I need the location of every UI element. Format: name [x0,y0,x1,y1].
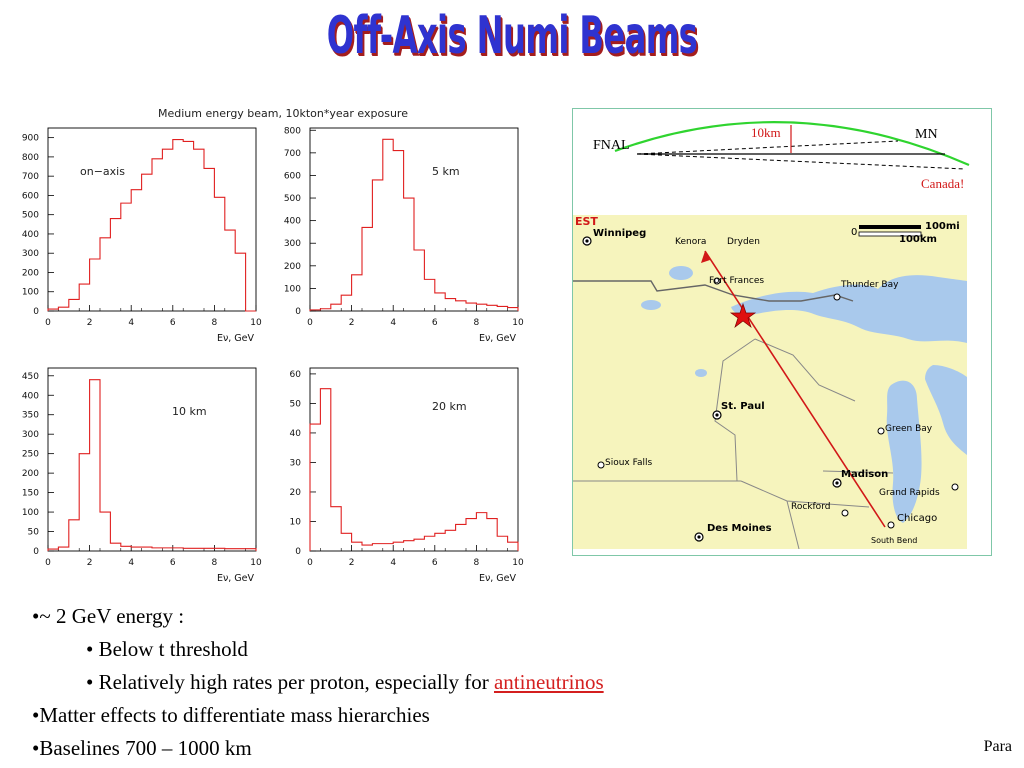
svg-text:Madison: Madison [841,469,889,480]
x-tick-label: 2 [86,558,93,568]
histogram-bin [435,293,445,311]
svg-text:Grand Rapids: Grand Rapids [879,488,940,498]
svg-text:Green Bay: Green Bay [885,424,933,434]
distance-label: 10km [751,125,781,140]
svg-text:Sioux Falls: Sioux Falls [605,458,653,468]
svg-text:Kenora: Kenora [675,237,707,247]
y-tick-label: 50 [289,399,301,410]
y-tick-label: 300 [21,249,39,260]
x-tick-label: 0 [307,318,313,328]
y-tick-label: 600 [283,171,301,182]
footer-author: Para [983,738,1012,755]
histogram-bin [341,295,351,311]
x-axis-label: Eν, GeV [478,573,516,584]
city-dryden [727,237,760,247]
histogram-bin [100,512,110,551]
histogram-bin [142,174,152,311]
histogram-bin [246,549,256,551]
city-sioux-falls [598,458,652,468]
svg-text:Chicago: Chicago [897,513,938,524]
y-tick-label: 500 [283,194,301,205]
x-tick-label: 2 [86,318,93,328]
histogram-bin [121,546,131,551]
svg-text:Fort Frances: Fort Frances [709,276,765,286]
histogram-1 [22,128,262,344]
y-tick-label: 600 [21,191,39,202]
y-tick-label: 900 [21,133,39,144]
y-tick-label: 40 [289,428,301,439]
histogram-bin [173,140,183,311]
x-tick-label: 8 [473,318,480,328]
y-tick-label: 300 [21,430,39,441]
x-tick-label: 2 [348,558,355,568]
bullet-matter-effects: •Matter effects to differentiate mass hierarchies [32,703,430,727]
y-tick-label: 200 [21,268,39,279]
y-tick-label: 100 [283,284,301,295]
histogram-bin [320,389,330,551]
y-tick-label: 0 [33,307,39,317]
histogram-bin [131,190,141,311]
x-tick-label: 4 [390,318,397,328]
y-tick-label: 700 [283,148,301,159]
histogram-bin [225,549,235,551]
x-tick-label: 2 [348,318,355,328]
regional-map [573,215,967,549]
histogram-bin [48,549,58,551]
histogram-label: 10 km [172,405,207,418]
x-tick-label: 4 [390,558,397,568]
city-green-bay [878,424,933,434]
y-tick-label: 800 [21,152,39,163]
histogram-bin [362,227,372,311]
histogram-bin [404,198,414,311]
y-tick-label: 50 [27,527,39,538]
mn-label: MN [915,127,938,142]
histogram-bin [497,536,507,551]
histogram-label: on−axis [80,165,125,178]
bullet-list [32,600,604,765]
x-tick-label: 6 [431,558,438,568]
y-tick-label: 700 [21,172,39,183]
histogram-bin [79,284,89,311]
x-tick-label: 8 [211,318,218,328]
y-tick-label: 200 [21,469,39,480]
histogram-bin [445,530,455,551]
y-tick-label: 100 [21,508,39,519]
histogram-bin [476,304,486,311]
x-tick-label: 8 [211,558,218,568]
svg-text:St. Paul: St. Paul [721,401,765,412]
histogram-bin [235,253,245,311]
histogram-bin [466,519,476,551]
y-tick-label: 10 [289,517,301,528]
bullet-energy: •~ 2 GeV energy : [32,604,185,628]
histogram-bin [58,307,68,311]
histogram-bin [487,519,497,551]
histogram-bin [414,539,424,551]
bullet-threshold: • Below t threshold [86,637,248,661]
histogram-bin [508,308,518,311]
histogram-bin [445,299,455,311]
histogram-bin [320,309,330,311]
canada-label: Canada! [921,176,965,191]
x-tick-label: 10 [512,318,524,328]
y-tick-label: 60 [289,369,301,380]
y-tick-label: 20 [289,487,301,498]
histogram-bin [508,542,518,551]
histogram-bin [131,547,141,551]
city-kenora [675,237,706,247]
city-fort-frances [709,276,764,286]
histogram-bin [393,542,403,551]
x-tick-label: 10 [512,558,524,568]
off-axis-line-lower [637,154,965,169]
y-tick-label: 150 [21,488,39,499]
histogram-bin [173,548,183,551]
histogram-bin [404,541,414,551]
y-tick-label: 500 [21,210,39,221]
x-axis-label: Eν, GeV [216,333,254,344]
histogram-bin [100,238,110,311]
histogram-bin [142,547,152,551]
y-tick-label: 400 [21,229,39,240]
y-tick-label: 100 [21,287,39,298]
histogram-bin [393,151,403,311]
city-south-bend [871,536,917,545]
histogram-bin [414,250,424,311]
y-tick-label: 30 [289,458,301,469]
histogram-bin [48,309,58,311]
histogram-bin [476,513,486,551]
histogram-bin [310,424,320,551]
histogram-bin [424,536,434,551]
histogram-bin [424,279,434,311]
histogram-bin [58,547,68,551]
histogram-bin [214,548,224,551]
histogram-bin [225,230,235,311]
histogram-bin [383,139,393,311]
scale-bottom: 100km [899,234,937,245]
map-corner-tag: EST [575,215,598,228]
x-tick-label: 10 [250,558,262,568]
x-tick-label: 6 [169,558,176,568]
histogram-bin [214,197,224,311]
off-axis-line-upper [637,141,898,154]
histogram-bin [352,275,362,311]
x-axis-label: Eν, GeV [478,333,516,344]
histogram-bin [487,305,497,311]
bullet-rates [32,666,604,699]
bullet-baselines: •Baselines 700 – 1000 km [32,736,252,760]
lake-of-the-woods [669,266,693,280]
svg-text:Des Moines: Des Moines [707,523,772,534]
x-tick-label: 4 [128,318,135,328]
beam-diagram [572,108,992,556]
histogram-bin [204,168,214,311]
histogram-bin [352,542,362,551]
histogram-bin [90,259,100,311]
histogram-bin [435,533,445,551]
x-tick-label: 0 [45,318,51,328]
histogram-bin [372,180,382,311]
histogram-bin [152,548,162,551]
x-tick-label: 10 [250,318,262,328]
histogram-bin [456,524,466,551]
x-axis-label: Eν, GeV [216,573,254,584]
y-tick-label: 250 [21,449,39,460]
histogram-4 [290,368,524,584]
histogram-bin [204,548,214,551]
svg-text:Dryden: Dryden [727,237,760,247]
histogram-bin [383,544,393,551]
x-tick-label: 6 [431,318,438,328]
histogram-label: 20 km [432,400,467,413]
fnal-label: FNAL [593,138,630,153]
histogram-bin [162,548,172,551]
histogram-bin [331,507,341,551]
histogram-bin [69,520,79,551]
histogram-bin [194,548,204,551]
histogram-bin [183,548,193,551]
x-tick-label: 6 [169,318,176,328]
histogram-bin [497,306,507,311]
x-tick-label: 4 [128,558,135,568]
y-tick-label: 0 [295,547,301,557]
histogram-bin [362,545,372,551]
y-tick-label: 300 [283,239,301,250]
histogram-bin [466,303,476,311]
histogram-bin [194,149,204,311]
svg-text:Winnipeg: Winnipeg [593,228,647,239]
histogram-bin [456,301,466,311]
histogram-bin [79,454,89,551]
histogram-suptitle: Medium energy beam, 10kton*year exposure [158,107,408,120]
y-tick-label: 200 [283,261,301,272]
red-lake [641,300,661,310]
histogram-bin [310,310,320,311]
histogram-panel [0,100,540,590]
histogram-3 [22,368,262,584]
x-tick-label: 8 [473,558,480,568]
svg-text:Thunder Bay: Thunder Bay [841,280,899,290]
histogram-bin [331,304,341,311]
scale-zero: 0 [851,227,858,238]
histogram-bin [235,549,245,551]
y-tick-label: 400 [283,216,301,227]
histogram-bin [162,149,172,311]
histogram-bin [90,380,100,551]
histogram-bin [121,203,131,311]
histogram-label: 5 km [432,165,460,178]
histogram-bin [372,544,382,551]
y-tick-label: 400 [21,391,39,402]
x-tick-label: 0 [45,558,51,568]
histogram-bin [110,543,120,551]
y-tick-label: 0 [33,547,39,557]
svg-text:Rockford: Rockford [791,502,831,512]
y-tick-label: 800 [283,126,301,137]
bullet-rates-text: • Relatively high rates per proton, especially for [86,670,494,694]
y-tick-label: 450 [21,371,39,382]
histogram-bin [69,299,79,311]
histogram-bin [152,159,162,311]
mille-lacs [695,369,707,377]
svg-text:South Bend: South Bend [871,536,918,545]
slide-title: Off-Axis Numi Beams [326,6,698,66]
y-tick-label: 350 [21,410,39,421]
scale-top: 100mi [925,221,960,232]
histogram-bin [183,141,193,311]
histogram-bin [110,219,120,311]
y-tick-label: 0 [295,307,301,317]
antineutrinos-link[interactable]: antineutrinos [493,670,604,694]
histogram-2 [284,126,524,344]
x-tick-label: 0 [307,558,313,568]
histogram-bin [341,533,351,551]
